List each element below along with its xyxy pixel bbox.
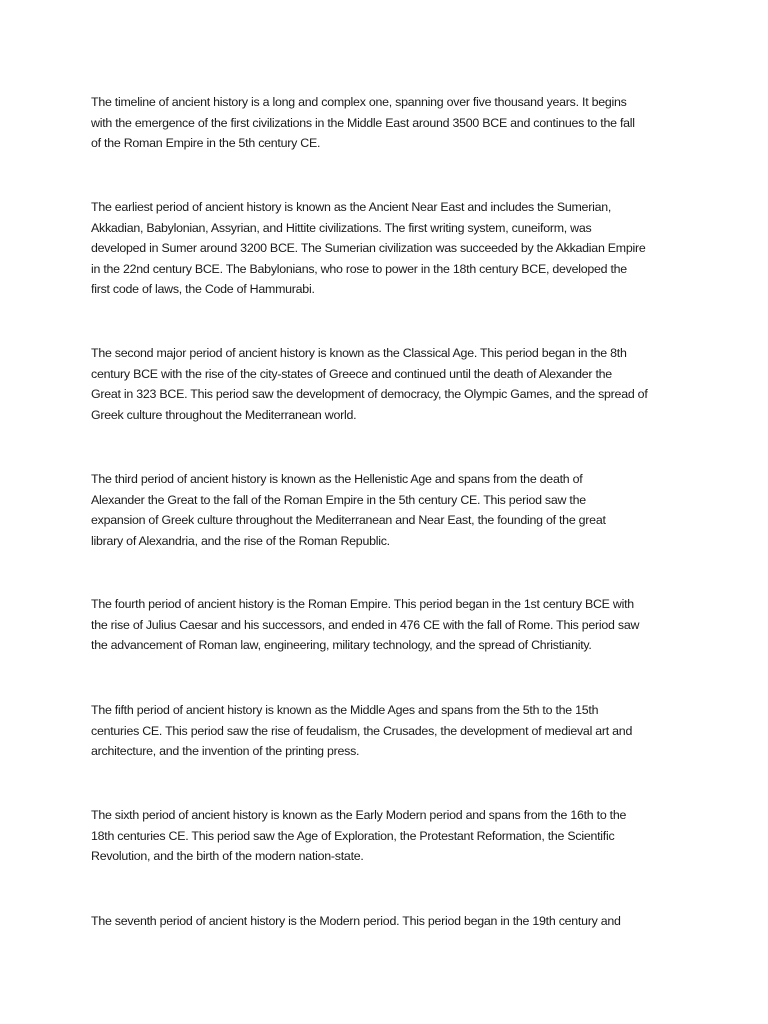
paragraph-line: Great in 323 BCE. This period saw the development of democracy, the Olympic Games, and the spread of [91, 387, 648, 402]
paragraph-line: The seventh period of ancient history is the Modern period. This period began in the 19th century and [91, 914, 621, 928]
paragraph-5 [91, 594, 683, 656]
paragraph-line: first code of laws, the Code of Hammurabi. [91, 282, 315, 297]
paragraph-line: Greek culture throughout the Mediterranean world. [91, 407, 357, 422]
paragraph-line: century BCE with the rise of the city-states of Greece and continued until the death of Alexander the [91, 366, 612, 381]
paragraph-6 [91, 700, 683, 762]
paragraph-line: The timeline of ancient history is a long and complex one, spanning over five thousand years. It begins [91, 95, 627, 109]
paragraph-line: The third period of ancient history is known as the Hellenistic Age and spans from the death of [91, 472, 583, 486]
paragraph-line: with the emergence of the first civilizations in the Middle East around 3500 BCE and continues to the fall [91, 115, 635, 130]
paragraph-1 [91, 92, 683, 154]
paragraph-line: library of Alexandria, and the rise of the Roman Republic. [91, 533, 390, 548]
paragraph-line: centuries CE. This period saw the rise of feudalism, the Crusades, the development of medieval art and [91, 723, 633, 738]
paragraph-line: The fifth period of ancient history is known as the Middle Ages and spans from the 5th to the 15th [91, 703, 599, 717]
paragraph-line: in the 22nd century BCE. The Babylonians, who rose to power in the 18th century BCE, developed the [91, 261, 627, 276]
paragraph-line: 18th centuries CE. This period saw the Age of Exploration, the Protestant Reformation, the Scientific [91, 828, 615, 843]
paragraph-line: the advancement of Roman law, engineering, military technology, and the spread of Christianity. [91, 638, 592, 653]
paragraph-line: The fourth period of ancient history is the Roman Empire. This period began in the 1st century BCE with [91, 597, 634, 611]
paragraph-2 [91, 197, 683, 300]
paragraph-line: The sixth period of ancient history is known as the Early Modern period and spans from the 16th to the [91, 808, 627, 822]
paragraph-7 [91, 805, 683, 867]
paragraph-4 [91, 469, 683, 551]
paragraph-line: Akkadian, Babylonian, Assyrian, and Hittite civilizations. The first writing system, cuneiform, was [91, 220, 592, 235]
paragraph-line: the rise of Julius Caesar and his successors, and ended in 476 CE with the fall of Rome. This period saw [91, 617, 640, 632]
paragraph-line: expansion of Greek culture throughout the Mediterranean and Near East, the founding of the great [91, 513, 606, 528]
paragraph-line: developed in Sumer around 3200 BCE. The Sumerian civilization was succeeded by the Akkadian Empire [91, 241, 646, 256]
paragraph-line: of the Roman Empire in the 5th century CE. [91, 136, 321, 151]
paragraph-line: The second major period of ancient history is known as the Classical Age. This period began in the 8th [91, 346, 627, 360]
paragraph-line: Revolution, and the birth of the modern nation-state. [91, 849, 364, 864]
paragraph-line: The earliest period of ancient history is known as the Ancient Near East and includes the Sumerian, [91, 200, 612, 214]
paragraph-line: architecture, and the invention of the printing press. [91, 744, 360, 759]
paragraph-8 [91, 911, 683, 932]
paragraph-line: Alexander the Great to the fall of the Roman Empire in the 5th century CE. This period saw the [91, 492, 586, 507]
paragraph-3 [91, 343, 683, 425]
